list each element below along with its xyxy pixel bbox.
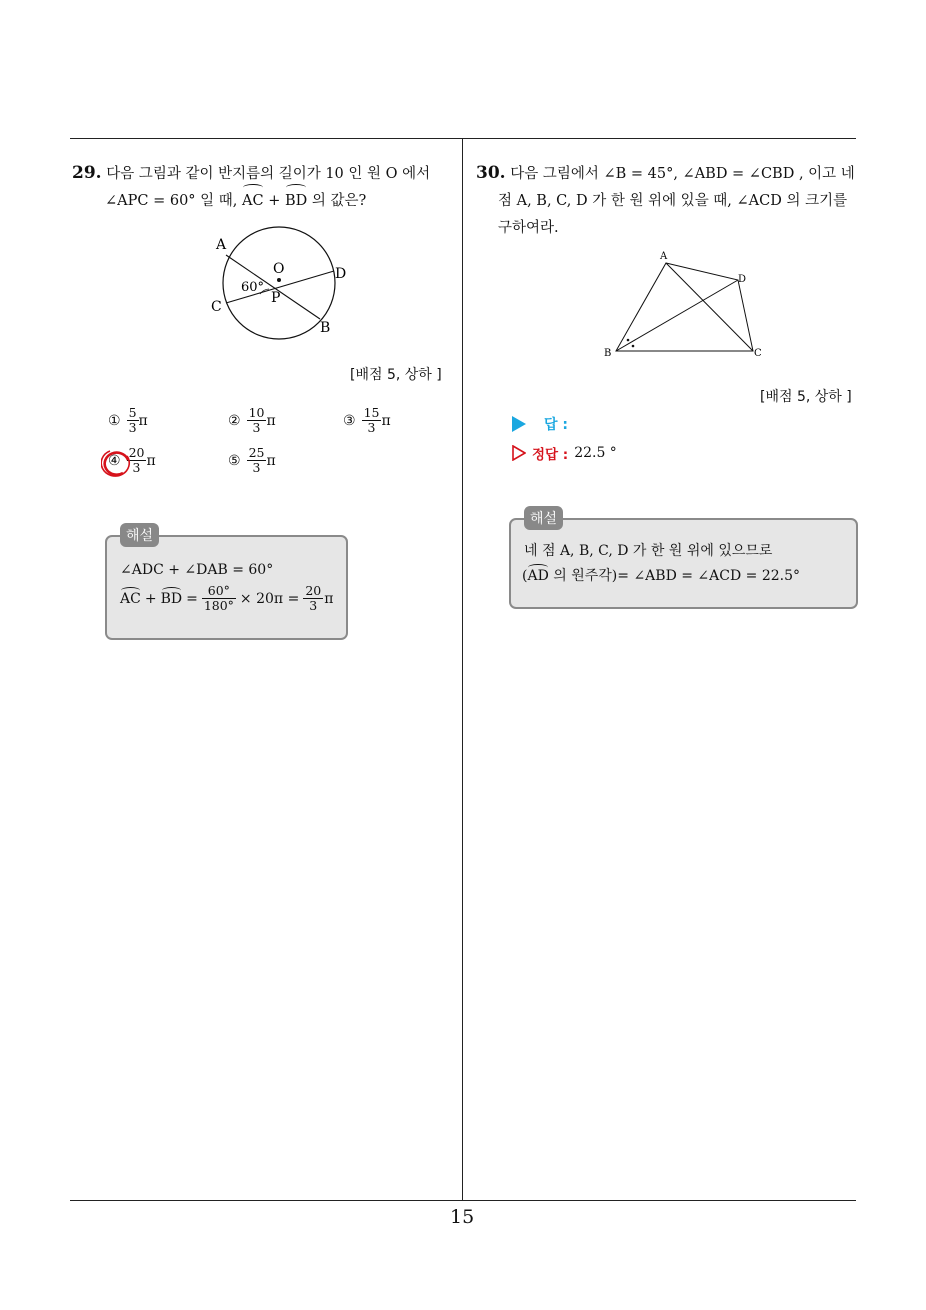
q29-sol-eq: =: [186, 590, 198, 607]
label-a: A: [216, 237, 227, 253]
choice-4-fraction: $\frac{20}{3}$: [128, 445, 145, 475]
q30-line3: 구하여라.: [498, 220, 559, 236]
q29-solution-line2: [120, 584, 333, 613]
q29-score: [배점 5, 상하 ]: [350, 367, 442, 383]
label-a: A: [660, 251, 668, 262]
top-rule: [70, 138, 856, 139]
q30-answer-row: [512, 414, 568, 434]
choice-4-pi: π: [146, 452, 156, 469]
choice-5-mark: ⑤: [228, 452, 241, 469]
outline-arrow-icon: [512, 445, 526, 461]
choice-2[interactable]: [228, 406, 276, 435]
q30-solution-line1: 네 점 A, B, C, D 가 한 원 위에 있으므로: [524, 543, 773, 559]
center-o-dot: [277, 278, 281, 282]
q29-sol-times: × 20π =: [239, 590, 300, 607]
circle-o: [223, 227, 335, 339]
q30-quadrilateral-figure: [598, 246, 773, 361]
label-c: C: [211, 299, 222, 315]
choice-5-pi: π: [266, 452, 276, 469]
q29-sol-arc-bd: BD: [160, 590, 183, 607]
angle-mark-2: [632, 345, 635, 348]
label-b: B: [320, 320, 331, 336]
q30-sol-arc-ad: AD: [527, 568, 549, 584]
q29-solution-tag: 해설: [120, 523, 159, 547]
q29-number: 29.: [72, 163, 102, 183]
correct-label: 정답 :: [532, 447, 569, 463]
play-arrow-icon: [512, 416, 526, 432]
bottom-rule: [70, 1200, 856, 1201]
label-o: O: [273, 261, 285, 277]
choice-3-fraction: $\frac{15}{3}$: [363, 405, 380, 435]
label-c: C: [754, 348, 762, 359]
q30-stem: [476, 160, 860, 242]
q29-sol-fraction: $\frac{60^\circ}{180^\circ}$: [203, 583, 234, 613]
choice-5-fraction: $\frac{25}{3}$: [248, 445, 265, 475]
choice-1-pi: π: [138, 412, 148, 429]
q29-circle-figure: [205, 225, 355, 340]
choice-2-fraction: $\frac{10}{3}$: [248, 405, 265, 435]
q30-sol-open: (: [522, 568, 528, 584]
angle-mark-1: [627, 339, 630, 342]
q30-number: 30.: [476, 163, 506, 183]
q30-line1: 다음 그림에서 ∠B = 45°, ∠ABD = ∠CBD , 이고 네: [510, 166, 855, 182]
choice-2-pi: π: [266, 412, 276, 429]
page-number: 15: [450, 1206, 475, 1228]
label-d: D: [738, 274, 747, 285]
choice-3[interactable]: [343, 406, 391, 435]
answer-label: 답 :: [544, 417, 568, 433]
q30-line2: 점 A, B, C, D 가 한 원 위에 있을 때, ∠ACD 의 크기를: [498, 193, 848, 209]
q29-sol-pi: π: [324, 590, 334, 607]
q29-line2-post: 의 값은?: [311, 193, 367, 209]
q29-sol-plus: +: [144, 590, 157, 607]
choice-2-mark: ②: [228, 412, 241, 429]
quad-abcd: [616, 263, 753, 351]
label-b: B: [604, 348, 612, 359]
q29-solution-line1: ∠ADC + ∠DAB = 60°: [120, 562, 274, 578]
q29-sol-result: $\frac{20}{3}$: [305, 583, 322, 613]
choice-1-mark: ①: [108, 412, 121, 429]
choice-3-mark: ③: [343, 412, 356, 429]
q30-solution-line2: [522, 565, 800, 585]
q29-stem: [72, 160, 458, 215]
q29-arc-bd: BD: [285, 188, 307, 215]
q29-plus: +: [268, 193, 281, 209]
q29-line1: 다음 그림과 같이 반지름의 길이가 10 인 원 O 에서: [106, 166, 431, 182]
q29-line2-pre: ∠APC = 60° 일 때,: [105, 193, 238, 209]
choice-3-pi: π: [381, 412, 391, 429]
label-d: D: [335, 266, 347, 282]
choice-1-fraction: $\frac{5}{3}$: [128, 405, 137, 435]
correct-answer-circle-icon: [101, 448, 133, 478]
correct-value: 22.5 °: [574, 445, 617, 461]
q30-solution-box: [509, 518, 858, 609]
choice-4-mark: ④: [108, 452, 121, 469]
q30-sol-line2-post: 의 원주각)= ∠ABD = ∠ACD = 22.5°: [548, 568, 801, 584]
diag-bd: [616, 280, 738, 351]
q29-arc-ac: AC: [242, 188, 264, 215]
q30-correct-row: [512, 443, 617, 463]
q29-sol-arc-ac: AC: [120, 590, 141, 607]
label-angle: 60°: [241, 280, 265, 295]
choice-1[interactable]: [108, 406, 148, 435]
label-p: P: [271, 290, 281, 306]
column-divider: [462, 138, 463, 1201]
q30-solution-tag: 해설: [524, 506, 563, 530]
q30-score: [배점 5, 상하 ]: [760, 389, 852, 405]
choice-5[interactable]: [228, 446, 276, 475]
